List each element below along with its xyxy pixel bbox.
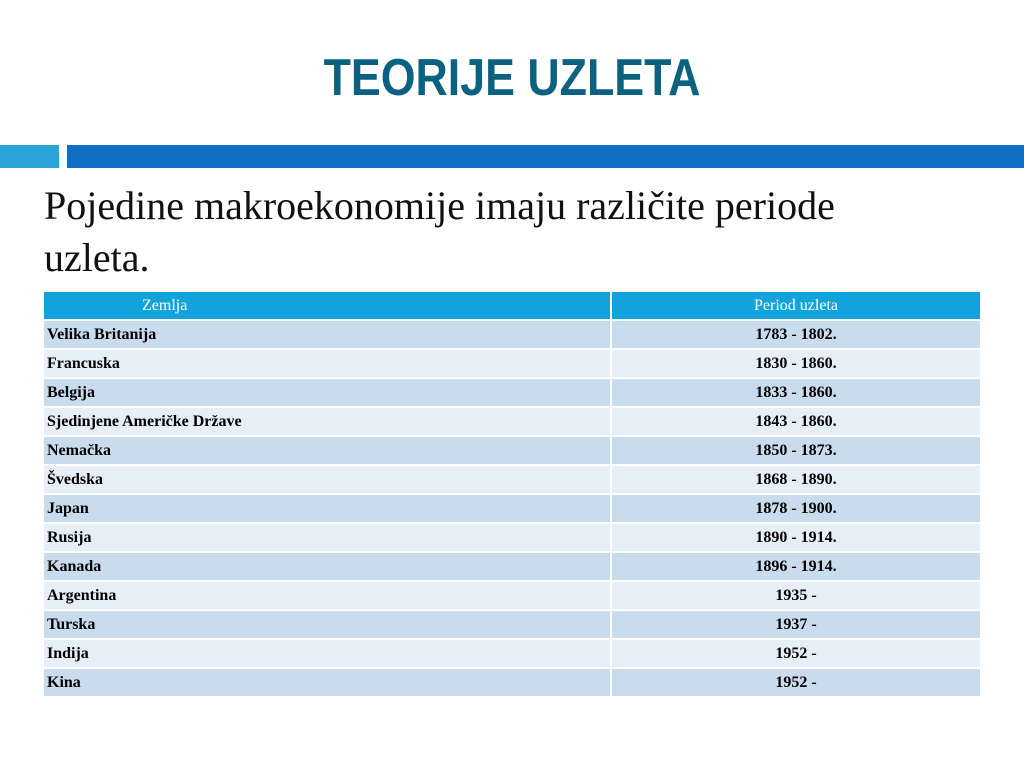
table-row: [43, 436, 981, 465]
cell-period: 1890 - 1914.: [611, 523, 981, 552]
intro-line-1: Pojedine makroekonomije imaju različite periode: [44, 183, 835, 228]
cell-period: 1850 - 1873.: [611, 436, 981, 465]
cell-country: Rusija: [43, 523, 611, 552]
cell-country: Kina: [43, 668, 611, 697]
cell-period: 1935 -: [611, 581, 981, 610]
table-row: [43, 668, 981, 697]
table-row: [43, 610, 981, 639]
cell-period: 1896 - 1914.: [611, 552, 981, 581]
cell-country: Velika Britanija: [43, 320, 611, 349]
cell-country: Turska: [43, 610, 611, 639]
cell-country: Indija: [43, 639, 611, 668]
cell-country: Sjedinjene Američke Države: [43, 407, 611, 436]
table-row: [43, 465, 981, 494]
cell-period: 1937 -: [611, 610, 981, 639]
table-row: [43, 523, 981, 552]
cell-country: Nemačka: [43, 436, 611, 465]
header-country: Zemlja: [43, 291, 611, 320]
cell-period: 1833 - 1860.: [611, 378, 981, 407]
intro-text: [44, 180, 980, 284]
cell-country: Japan: [43, 494, 611, 523]
cell-country: Švedska: [43, 465, 611, 494]
cell-country: Francuska: [43, 349, 611, 378]
intro-line-2: uzleta.: [44, 235, 150, 280]
accent-bar-left: [0, 145, 59, 168]
table-row: [43, 320, 981, 349]
header-period: Period uzleta: [611, 291, 981, 320]
table-row: [43, 349, 981, 378]
cell-country: Kanada: [43, 552, 611, 581]
table-row: [43, 552, 981, 581]
takeoff-table: [42, 290, 982, 698]
slide-title: TEORIJE UZLETA: [323, 49, 701, 107]
cell-period: 1952 -: [611, 639, 981, 668]
table-header-row: [43, 291, 981, 320]
cell-period: 1843 - 1860.: [611, 407, 981, 436]
cell-period: 1783 - 1802.: [611, 320, 981, 349]
table-row: [43, 639, 981, 668]
cell-period: 1878 - 1900.: [611, 494, 981, 523]
table-row: [43, 581, 981, 610]
table-row: [43, 494, 981, 523]
table-row: [43, 407, 981, 436]
cell-period: 1830 - 1860.: [611, 349, 981, 378]
table-row: [43, 378, 981, 407]
accent-bar-right: [67, 145, 1024, 168]
cell-period: 1868 - 1890.: [611, 465, 981, 494]
cell-country: Argentina: [43, 581, 611, 610]
cell-period: 1952 -: [611, 668, 981, 697]
cell-country: Belgija: [43, 378, 611, 407]
